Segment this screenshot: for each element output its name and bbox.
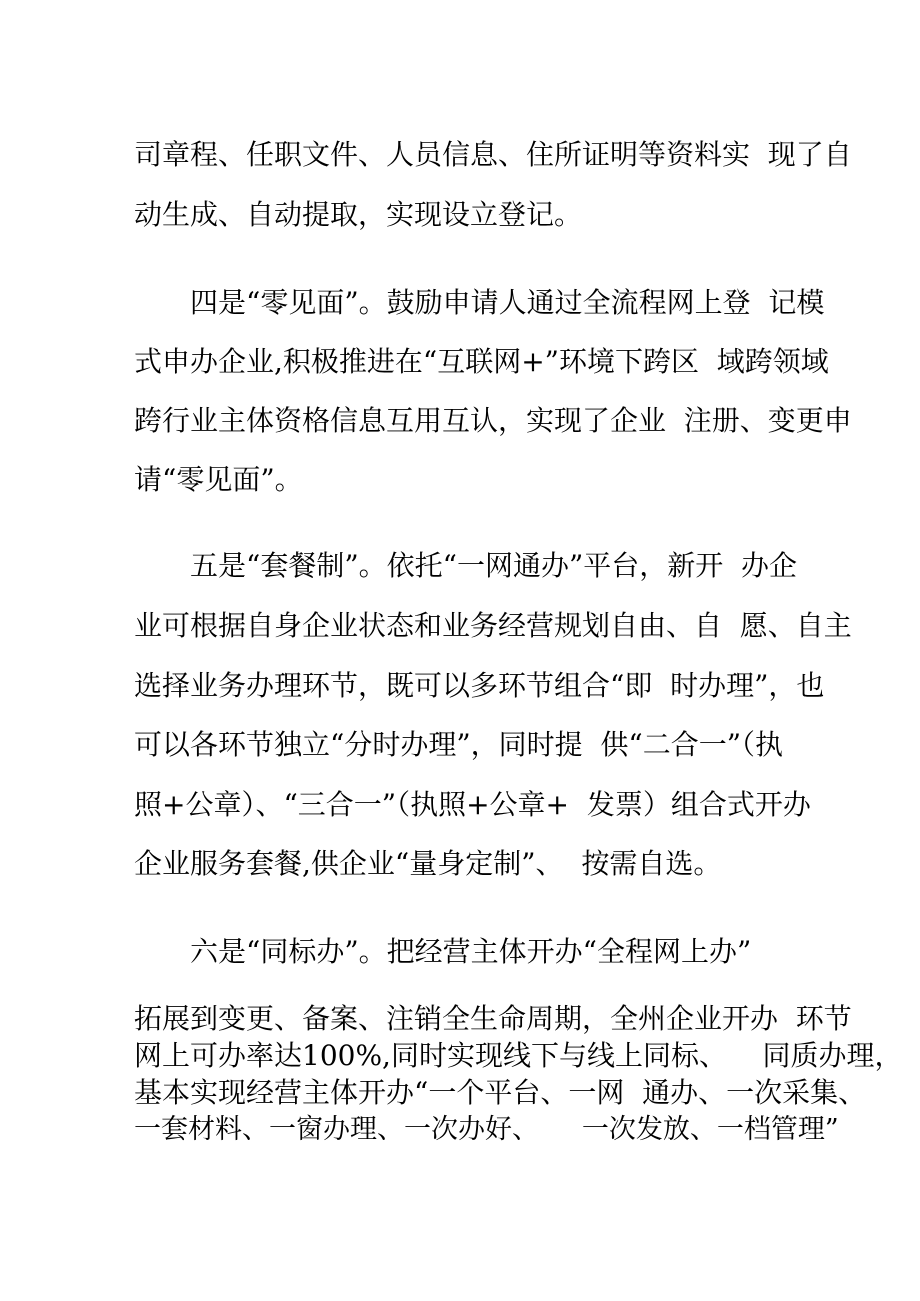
text-line: 照+公章）、“三合一”（执照+公章+ 发票）组合式开办 xyxy=(134,788,811,821)
text-line: 四是“零见面”。鼓励申请人通过全流程网上登 记模 xyxy=(190,286,825,319)
text-line: 请“零见面”。 xyxy=(134,463,303,496)
text-line: 业可根据自身企业状态和业务经营规划自由、自 愿、自主 xyxy=(134,609,852,642)
text-line: 网上可办率达100%,同时实现线下与线上同标、 同质办理， xyxy=(134,1039,903,1072)
text-line: 跨行业主体资格信息互用互认，实现了企业 注册、变更申 xyxy=(134,404,852,437)
text-line: 基本实现经营主体开办“一个平台、一网 通办、一次采集、 xyxy=(134,1076,867,1109)
text-line: 六是“同标办”。把经营主体开办“全程网上办” xyxy=(190,935,752,968)
text-line: 式申办企业,积极推进在“互联网+”环境下跨区 域跨领域 xyxy=(134,345,829,378)
text-line: 五是“套餐制”。依托“一网通办”平台，新开 办企 xyxy=(190,549,798,582)
text-line: 一套材料、一窗办理、一次办好、 一次发放、一档管理” xyxy=(134,1114,839,1145)
text-line: 选择业务办理环节，既可以多环节组合“即 时办理”，也 xyxy=(134,669,825,702)
text-line: 可以各环节独立“分时办理”，同时提 供“二合一”（执 xyxy=(134,728,784,761)
text-line: 司章程、任职文件、人员信息、住所证明等资料实 现了自 xyxy=(134,138,852,171)
text-line: 拓展到变更、备案、注销全生命周期，全州企业开办 环节 xyxy=(134,1002,852,1035)
text-line: 动生成、自动提取，实现设立登记。 xyxy=(134,198,583,231)
text-line: 企业服务套餐,供企业“量身定制”、 按需自选。 xyxy=(134,847,722,880)
